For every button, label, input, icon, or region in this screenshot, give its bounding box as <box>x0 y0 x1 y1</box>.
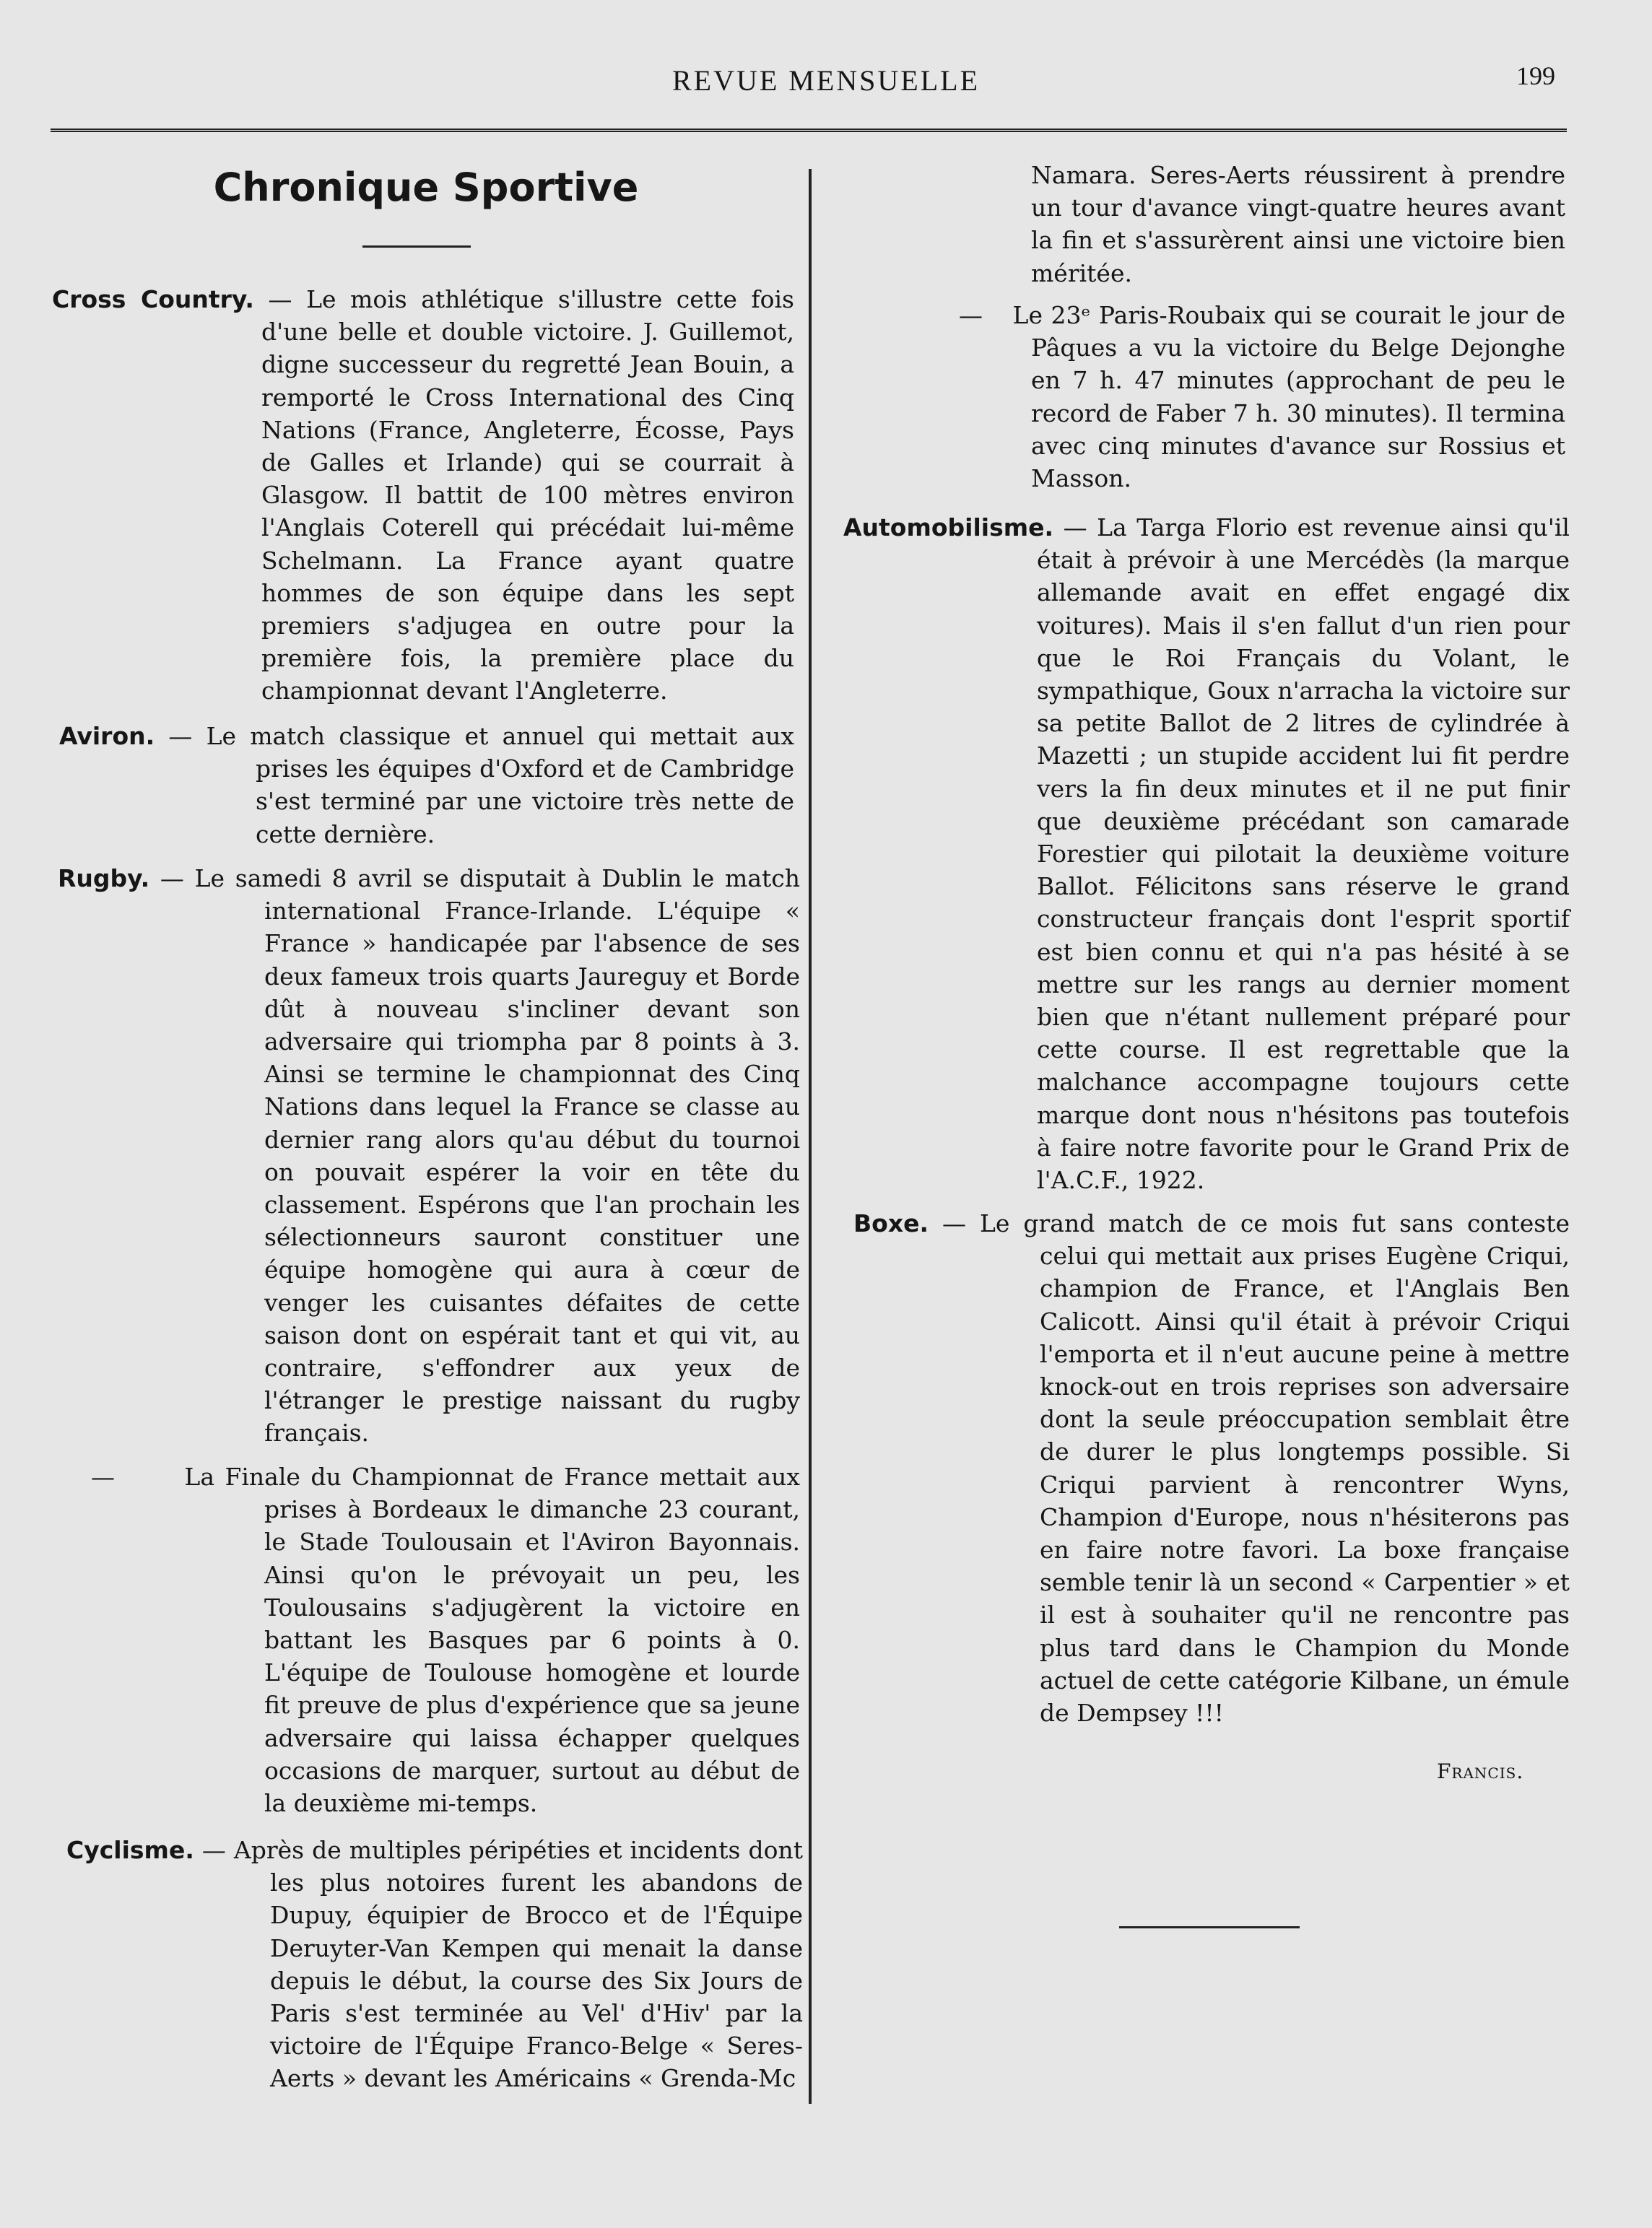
column-divider <box>809 169 812 2104</box>
entry-text: — La Targa Florio est revenue ainsi qu'il était à prévoir à une Mercédès (la marque allemande avait en effet engagé dix voitures). Mais il s'en fallut d'un rien pour que le Roi Français du Volant, le sympathique, Goux n'arracha la victoire sur sa petite Ballot de 2 litres de cylindrée à Mazetti ; un stupide accident lui fit perdre vers la fin deux minutes et il ne put finir que deuxième précédant son camarade Forestier qui pilotait la deuxième voiture Ballot. Félicitons sans réserve le grand constructeur français dont l'esprit sportif est bien connu et qui n'a pas hésité à se mettre sur les rangs au dernier moment bien que n'étant nullement préparé pour cette course. Il est regrettable que la malchance accompagne toujours cette marque dont nous n'hésitons pas toutefois à faire notre favorite pour le Grand Prix de l'A.C.F., 1922. <box>1037 513 1570 1195</box>
entry-paris-roubaix <box>830 299 1565 495</box>
end-rule <box>1119 1926 1300 1928</box>
entry-text: — Après de multiples péripéties et incidents dont les plus notoires furent les abandons de Dupuy, équipier de Brocco et de l'Équipe Deruyter-Van Kempen qui menait la danse depuis le début, la course des Six Jours de Paris s'est terminée au Vel' d'Hiv' par la victoire de l'Équipe Franco-Belge « Seres-Aerts » devant les Américains « Grenda-Mc <box>194 1836 803 2093</box>
entry-rugby-finale <box>52 1461 800 1819</box>
entry-text: Le 23ᵉ Paris-Roubaix qui se courait le jour de Pâques a vu la victoire du Belge Dejonghe en 7 h. 47 minutes (approchant de peu le record de Faber 7 h. 30 minutes). Il termina avec cinq minutes d'avance sur Rossius et Masson. <box>1004 301 1565 493</box>
entry-automobilisme <box>830 511 1570 1196</box>
entry-cyclisme <box>52 1834 803 2095</box>
entry-lead: Cross Country. <box>52 285 254 313</box>
article-title: Chronique Sportive <box>213 165 639 210</box>
entry-text: La Finale du Championnat de France mettait aux prises à Bordeaux le dimanche 23 courant, le Stade Toulousain et l'Aviron Bayonnais. Ainsi qu'on le prévoyait un peu, les Toulousains s'adjugèrent la victoire en battant les Basques par 6 points à 0. L'équipe de Toulouse homogène et lourde fit preuve de plus d'expérience que sa jeune adversaire qui laissa échapper quelques occasions de marquer, surtout au début de la deuxième mi-temps. <box>174 1463 800 1818</box>
entry-dash: — <box>959 301 983 329</box>
author-signature: Francis. <box>1437 1759 1524 1783</box>
entry-boxe <box>830 1207 1570 1729</box>
entry-lead: Boxe. <box>853 1209 929 1237</box>
entry-text: — Le match classique et annuel qui mettait aux prises les équipes d'Oxford et de Cambridge s'est terminé par une victoire très nette de cette dernière. <box>155 722 794 848</box>
entry-text: — Le samedi 8 avril se disputait à Dublin le match international France-Irlande. L'équipe « France » handicapée par l'absence de ses deux fameux trois quarts Jaureguy et Borde dût à nouveau s'incliner devant son adversaire qui triompha par 8 points à 3. Ainsi se termine le championnat des Cinq Nations dans lequel la France se classe au dernier rang alors qu'au début du tournoi on pouvait espérer la voir en tête du classement. Espérons que l'an prochain les sélectionneurs sauront constituer une équipe homogène qui aura à cœur de venger les cuisantes défaites de cette saison dont on espérait tant et qui vit, au contraire, s'effondrer aux yeux de l'étranger le prestige naissant du rugby français. <box>149 864 800 1448</box>
entry-rugby <box>52 862 800 1450</box>
header-rule <box>51 129 1567 132</box>
entry-cyclisme-continued <box>830 159 1565 290</box>
entry-lead: Automobilisme. <box>843 513 1054 541</box>
running-title: REVUE MENSUELLE <box>671 64 981 97</box>
entry-lead: Aviron. <box>59 722 155 750</box>
entry-lead: Rugby. <box>58 864 150 892</box>
entry-lead: Cyclisme. <box>66 1836 194 1864</box>
entry-aviron <box>52 720 794 850</box>
entry-text: — Le grand match de ce mois fut sans conteste celui qui mettait aux prises Eugène Criqui, champion de France, et l'Anglais Ben Calicott. Ainsi qu'il était à prévoir Criqui l'emporta et il n'eut aucune peine à mettre knock-out en trois reprises son adversaire dont la seule préoccupation semblait être de durer le plus longtemps possible. Si Criqui parvient à rencontrer Wyns, Champion d'Europe, nous n'hésiterons pas en faire notre favori. La boxe française semble tenir là un second « Carpentier » et il est à souhaiter qu'il ne rencontre pas plus tard dans le Champion du Monde actuel de cette catégorie Kilbane, un émule de Dempsey !!! <box>929 1209 1570 1728</box>
entry-text: Namara. Seres-Aerts réussirent à prendre un tour d'avance vingt-quatre heures avant la fin et s'assurèrent ainsi une victoire bien méritée. <box>1031 161 1565 287</box>
page-number: 199 <box>1516 61 1555 90</box>
entry-dash: — <box>91 1463 115 1491</box>
entry-cross-country <box>52 283 794 708</box>
title-rule <box>362 245 471 248</box>
entry-text: — Le mois athlétique s'illustre cette fois d'une belle et double victoire. J. Guillemot, digne successeur du regretté Jean Bouin, a remporté le Cross International des Cinq Nations (France, Angleterre, Écosse, Pays de Galles et Irlande) qui se courrait à Glasgow. Il battit de 100 mètres environ l'Anglais Coterell qui précédait lui-même Schelmann. La France ayant quatre hommes de son équipe dans les sept premiers s'adjugea en outre pour la première fois, la première place du championnat devant l'Angleterre. <box>253 285 794 705</box>
